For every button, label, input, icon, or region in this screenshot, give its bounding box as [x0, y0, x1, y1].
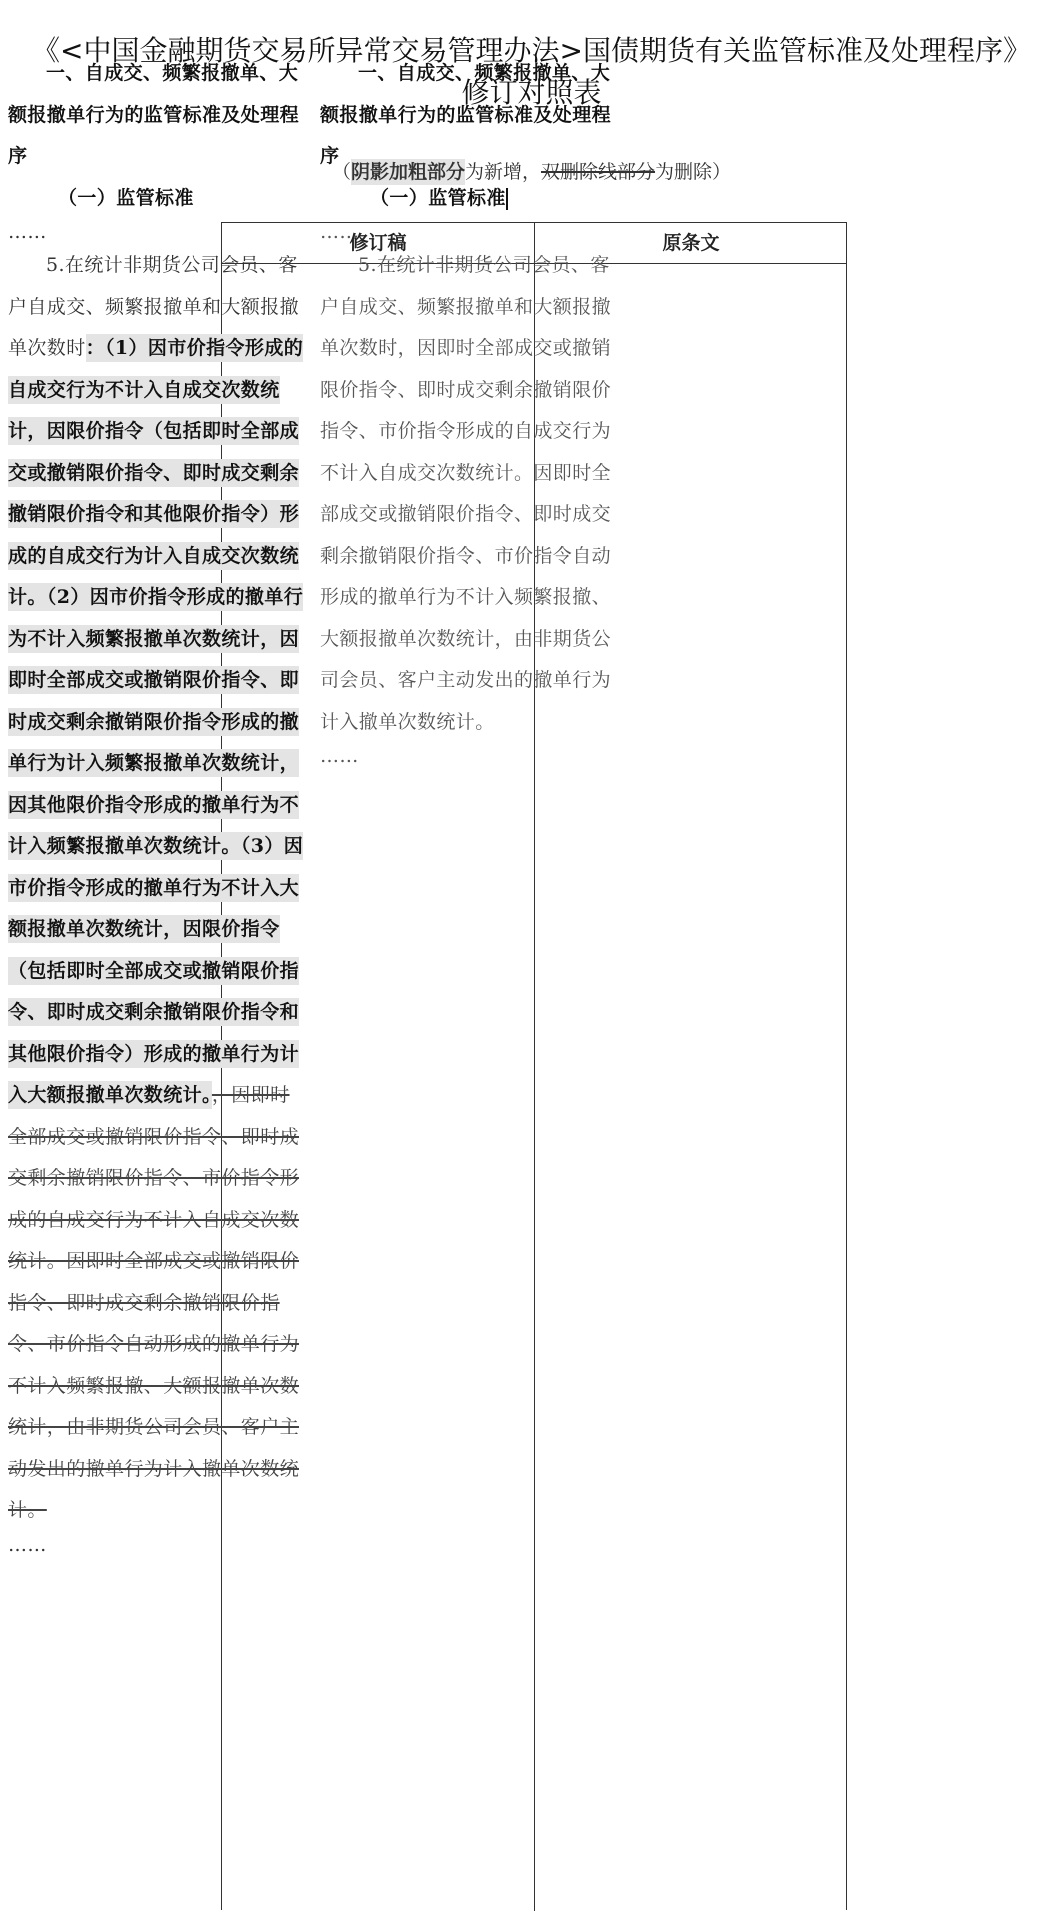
text-cursor — [506, 188, 508, 210]
original-ellipsis-top: …… — [320, 221, 359, 243]
title-line-1: 《<中国金融期货交易所异常交易管理办法>国债期货有关监管标准及处理程序》 — [32, 34, 1031, 67]
revised-clause-added: ：（1）因市价指令形成的自成交行为不计入自成交次数统计，因限价指令（包括即时全部成交或撤销限价指令、即时成交剩余撤销限价指令和其他限价指令）形成的自成交行为计入自成交次数统计。（2）因市价指令形成的撤单行为不计入频繁报撤单次数统计，因即时全部成交或撤销限价指令、即时成交剩余撤销限价指令形成的撤单行为计入频繁报撤单次数统计，因其他限价指令形成的撤单行为不计入频繁报撤单次数统计。（3）因市价指令形成的撤单行为不计入大额报撤单次数统计，因限价指令（包括即时全部成交或撤销限价指令、即时成交剩余撤销限价指令和其他限价指令）形成的撤单行为计入大额报撤单次数统计。 — [8, 334, 303, 1109]
revised-ellipsis-bottom: …… — [8, 1533, 47, 1556]
original-cell[interactable] — [320, 53, 620, 769]
legend-added-suffix: 为新增， — [464, 161, 541, 183]
original-subheading — [320, 178, 620, 220]
original-heading: 一、自成交、频繁报撤单、大额报撤单行为的监管标准及处理程序 — [320, 62, 612, 167]
revised-cell[interactable] — [8, 53, 308, 1558]
original-clause-5: 5.在统计非期货公司会员、客户自成交、频繁报撤单和大额报撤单次数时，因即时全部成交或撤销限价指令、即时成交剩余撤销限价指令、市价指令形成的自成交行为不计入自成交次数统计。因即时全部成交或撤销限价指令、即时成交剩余撤销限价指令、市价指令自动形成的撤单行为不计入频繁报撤、大额报撤单次数统计，由非期货公司会员、客户主动发出的撤单行为计入撤单次数统计。 — [320, 254, 612, 733]
legend-deleted-sample: 双删除线部分 — [541, 161, 656, 183]
header-revised: 修订稿 — [222, 223, 535, 264]
legend-open: （ — [331, 161, 351, 183]
revised-clause-plain: 5.在统计非期货公司会员、客户自成交、频繁报撤单和大额报撤单次数时 — [8, 254, 300, 359]
legend-added-sample: 阴影加粗部分 — [350, 161, 465, 183]
revised-clause-5 — [8, 245, 308, 1532]
legend-deleted-suffix: 为删除） — [655, 161, 732, 183]
original-ellipsis-bottom: …… — [320, 745, 359, 767]
revised-ellipsis-top: …… — [8, 221, 47, 243]
revised-subheading: （一）监管标准 — [58, 186, 194, 209]
revised-clause-deleted: ，因即时全部成交或撤销限价指令、即时成交剩余撤销限价指令、市价指令形成的自成交行为不计入自成交次数统计。因即时全部成交或撤销限价指令、即时成交剩余撤销限价指令、市价指令自动形成的撤单行为不计入频繁报撤、大额报撤单次数统计，由非期货公司会员、客户主动发出的撤单行为计入撤单次数统计。 — [8, 1084, 300, 1521]
original-subheading-text: （一）监管标准 — [370, 186, 506, 209]
revised-heading: 一、自成交、频繁报撤单、大额报撤单行为的监管标准及处理程序 — [8, 62, 300, 167]
header-original: 原条文 — [535, 223, 847, 264]
title-line-2: 修订对照表 — [461, 76, 602, 109]
